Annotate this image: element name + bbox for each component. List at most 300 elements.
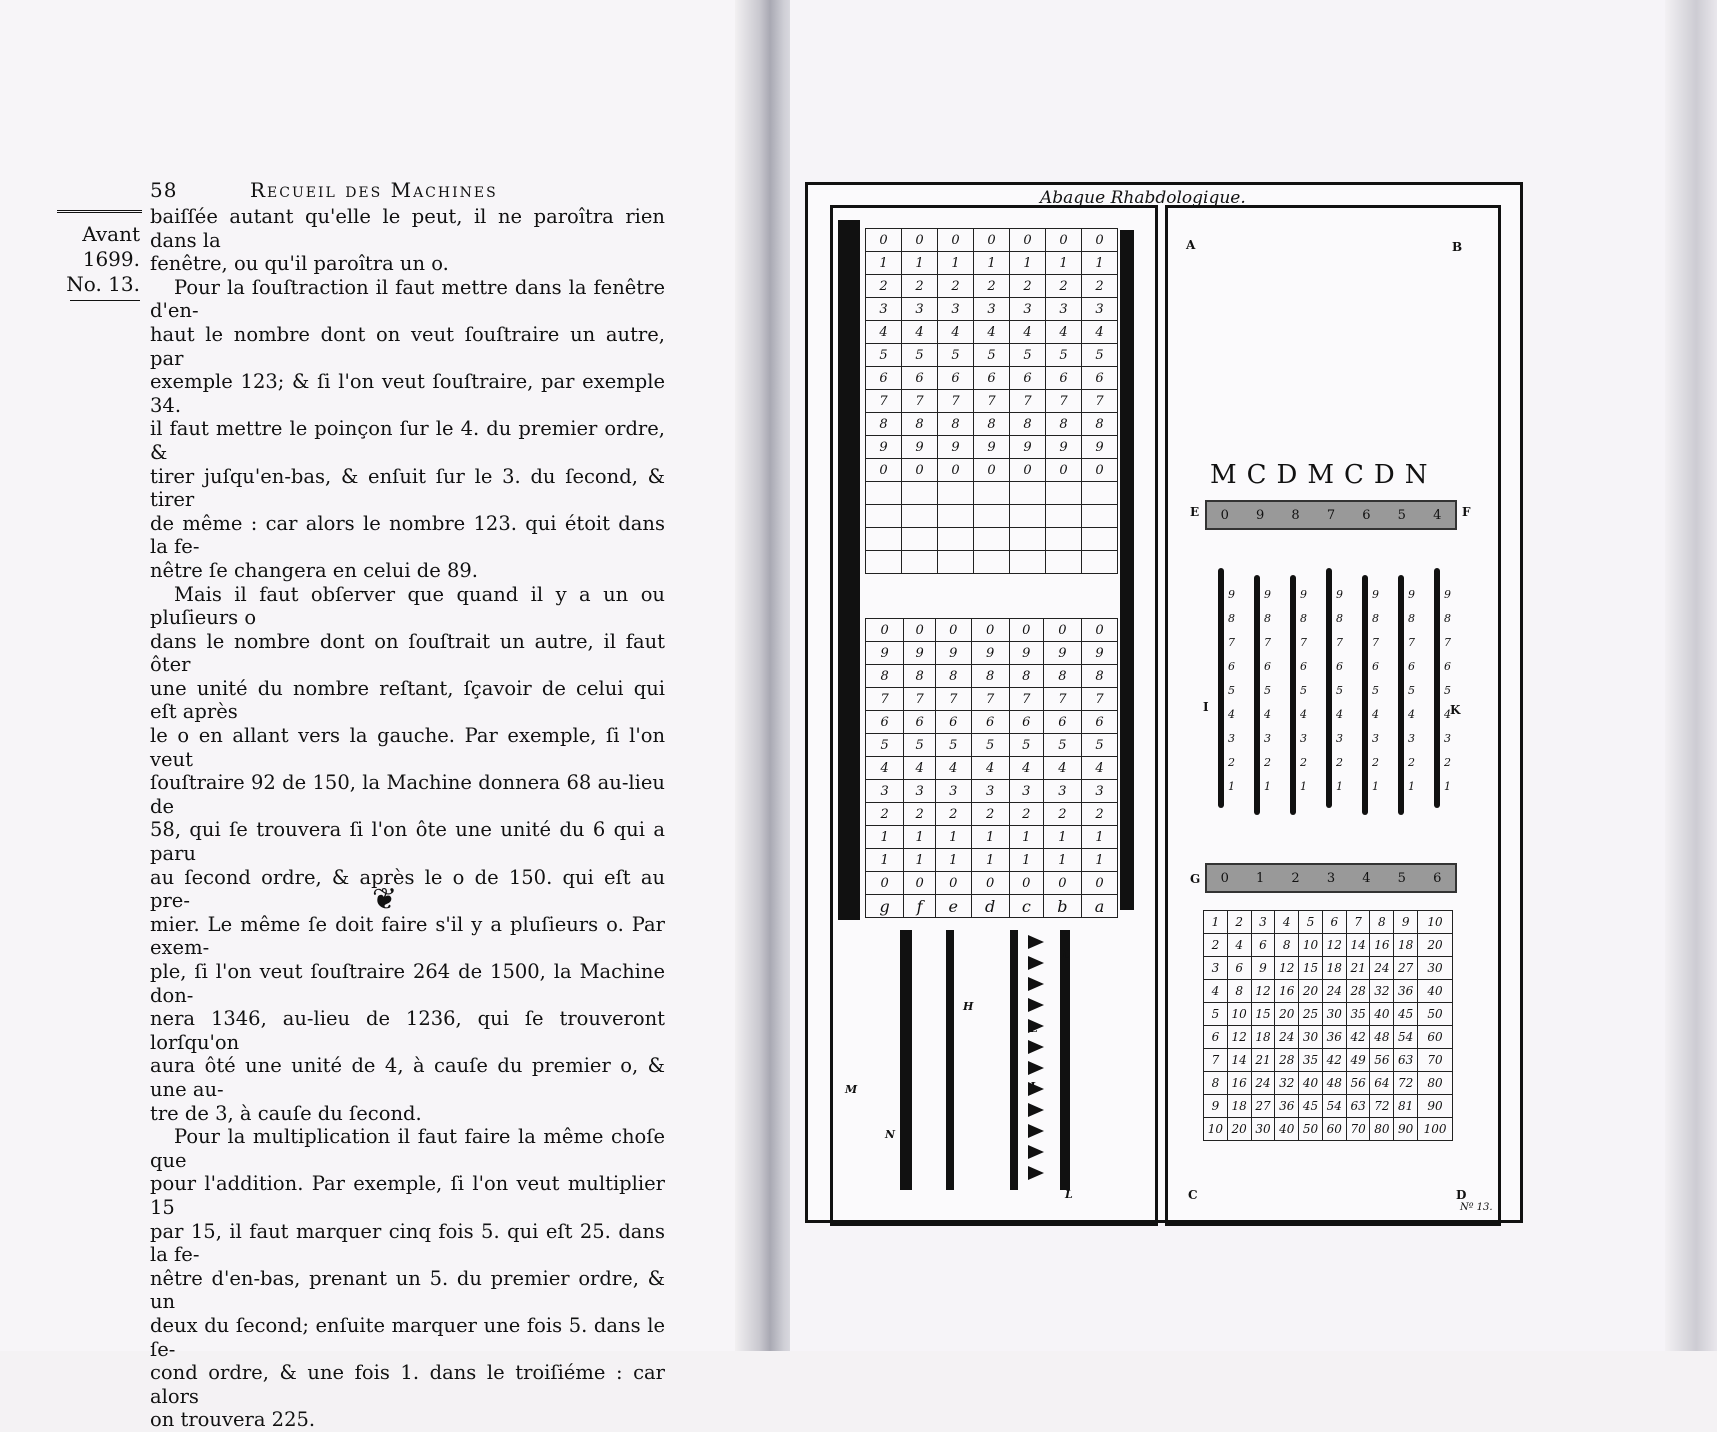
grid-cell: 4 xyxy=(1009,757,1043,780)
rod-digit: 7 xyxy=(1372,636,1379,649)
rod-digit: 5 xyxy=(1372,684,1379,697)
grid-cell: 6 xyxy=(971,711,1009,734)
rod-digit: 1 xyxy=(1336,780,1343,793)
text-line: il faut mettre le poinçon ſur le 4. du premier ordre, & xyxy=(150,417,665,464)
column-letter: b xyxy=(1043,895,1081,918)
grid-cell: 5 xyxy=(866,734,904,757)
mult-cell: 50 xyxy=(1299,1118,1323,1141)
grid-cell: 7 xyxy=(866,688,904,711)
grid-cell: 8 xyxy=(1082,665,1118,688)
grid-cell: 3 xyxy=(1082,780,1118,803)
grid-cell: 3 xyxy=(1010,298,1046,321)
grid-cell: 5 xyxy=(866,344,902,367)
frame-bar-left xyxy=(838,220,860,920)
grid-cell: 1 xyxy=(1043,826,1081,849)
text-line: aura ôté une unité de 4, à cauſe du premier o, & une au- xyxy=(150,1054,665,1101)
mult-cell: 4 xyxy=(1275,911,1299,934)
mult-cell: 36 xyxy=(1394,980,1418,1003)
rod-digit: 8 xyxy=(1228,612,1235,625)
grid-row xyxy=(866,619,1118,642)
grid-cell: 0 xyxy=(935,619,971,642)
rod-digit: 3 xyxy=(1264,732,1271,745)
grid-row xyxy=(866,780,1118,803)
rod-digit: 9 xyxy=(1300,588,1307,601)
grid-row xyxy=(866,757,1118,780)
rod-digit: 8 xyxy=(1264,612,1271,625)
column-letter: d xyxy=(971,895,1009,918)
mult-cell: 15 xyxy=(1299,957,1323,980)
grid-cell: 2 xyxy=(902,275,938,298)
fleuron-ornament: ❦ xyxy=(372,882,398,917)
mult-cell: 10 xyxy=(1418,911,1453,934)
grid-cell xyxy=(938,551,974,574)
mult-cell: 5 xyxy=(1299,911,1323,934)
grid-cell: 8 xyxy=(1046,413,1082,436)
grid-cell: 6 xyxy=(974,367,1010,390)
rod-digit: 8 xyxy=(1408,612,1415,625)
margin-note-line: No. 13. xyxy=(66,272,140,296)
grid-row xyxy=(866,321,1118,344)
corner-label: K xyxy=(1450,703,1461,717)
mult-cell: 20 xyxy=(1227,1118,1251,1141)
rod-digit: 4 xyxy=(1300,708,1307,721)
grid-cell: 6 xyxy=(1046,367,1082,390)
grid-cell xyxy=(974,505,1010,528)
grid-cell: 1 xyxy=(902,252,938,275)
grid-cell: 8 xyxy=(935,665,971,688)
bar-digit: 2 xyxy=(1291,870,1300,886)
rod-digit: 5 xyxy=(1228,684,1235,697)
text-line: ſouſtraire 92 de 150, la Machine donnera 68 au-lieu de xyxy=(150,771,665,818)
rod-digit: 9 xyxy=(1336,588,1343,601)
grid-cell: 9 xyxy=(1043,642,1081,665)
mult-cell: 20 xyxy=(1418,934,1453,957)
grid-cell: 5 xyxy=(1009,734,1043,757)
grid-cell xyxy=(938,528,974,551)
mult-cell: 18 xyxy=(1251,1026,1275,1049)
rod-digit: 5 xyxy=(1300,684,1307,697)
mult-cell: 16 xyxy=(1227,1072,1251,1095)
mult-cell: 20 xyxy=(1299,980,1323,1003)
grid-cell: 6 xyxy=(1010,367,1046,390)
grid-cell: 4 xyxy=(866,321,902,344)
grid-row xyxy=(866,826,1118,849)
grid-cell: 2 xyxy=(1082,803,1118,826)
grid-row xyxy=(866,229,1118,252)
grid-cell: 0 xyxy=(1043,619,1081,642)
rod-digit: 6 xyxy=(1372,660,1379,673)
text-line: haut le nombre dont on veut ſouſtraire un autre, par xyxy=(150,322,665,370)
mult-cell: 25 xyxy=(1299,1003,1323,1026)
grid-cell: 0 xyxy=(1046,459,1082,482)
grid-cell xyxy=(902,551,938,574)
side-label: M xyxy=(845,1083,858,1096)
grid-cell: 0 xyxy=(902,229,938,252)
grid-cell: 6 xyxy=(904,711,936,734)
mult-cell: 16 xyxy=(1275,980,1299,1003)
grid-cell: 1 xyxy=(1046,252,1082,275)
grid-cell: 9 xyxy=(974,436,1010,459)
mult-cell: 72 xyxy=(1370,1095,1394,1118)
mult-row xyxy=(1204,911,1453,934)
grid-cell: 1 xyxy=(904,826,936,849)
mult-cell: 7 xyxy=(1204,1049,1228,1072)
text-line: pour l'addition. Par exemple, ſi l'on veut multiplier 15 xyxy=(150,1172,665,1219)
text-line: nêtre ſe changera en celui de 89. xyxy=(150,558,479,582)
text-line: le o en allant vers la gauche. Par exemple, ſi l'on veut xyxy=(150,724,665,771)
grid-cell: 2 xyxy=(1082,275,1118,298)
mult-row xyxy=(1204,934,1453,957)
grid-cell: 5 xyxy=(1010,344,1046,367)
rod-digit: 8 xyxy=(1444,612,1451,625)
mult-cell: 30 xyxy=(1322,1003,1346,1026)
grid-cell: 0 xyxy=(1043,872,1081,895)
margin-note-line: Avant xyxy=(82,222,140,246)
mult-cell: 7 xyxy=(1346,911,1370,934)
mult-cell: 14 xyxy=(1227,1049,1251,1072)
rod-digit: 6 xyxy=(1336,660,1343,673)
corner-label: E xyxy=(1190,505,1200,519)
multiplication-table xyxy=(1203,910,1453,1141)
grid-cell: 7 xyxy=(935,688,971,711)
rod-digit: 1 xyxy=(1300,780,1307,793)
rod-digit: 7 xyxy=(1264,636,1271,649)
mult-cell: 8 xyxy=(1370,911,1394,934)
text-line: de même : car alors le nombre 123. qui étoit dans la fe- xyxy=(150,511,665,559)
mult-cell: 81 xyxy=(1394,1095,1418,1118)
grid-cell: 4 xyxy=(1010,321,1046,344)
rod-digit: 2 xyxy=(1408,756,1415,769)
grid-cell: 4 xyxy=(971,757,1009,780)
grid-cell: 1 xyxy=(1009,849,1043,872)
mult-cell: 42 xyxy=(1322,1049,1346,1072)
running-title: Recueil des Machines xyxy=(250,178,498,202)
mult-row xyxy=(1204,1095,1453,1118)
grid-cell: 3 xyxy=(866,780,904,803)
grid-cell: 9 xyxy=(1010,436,1046,459)
text-line: Pour la ſouſtraction il faut mettre dans la fenêtre d'en- xyxy=(150,275,665,323)
rod-digit: 2 xyxy=(1444,756,1451,769)
mult-cell: 8 xyxy=(1227,980,1251,1003)
grid-cell: 1 xyxy=(938,252,974,275)
rod-digit: 1 xyxy=(1372,780,1379,793)
grid-cell: 1 xyxy=(971,826,1009,849)
corner-label: D xyxy=(1456,1188,1467,1202)
grid-cell: 0 xyxy=(938,229,974,252)
grid-row xyxy=(866,298,1118,321)
column-letter: f xyxy=(904,895,936,918)
text-line: tre de 3, à cauſe du ſecond. xyxy=(150,1101,422,1125)
mult-cell: 56 xyxy=(1370,1049,1394,1072)
grid-cell: 2 xyxy=(971,803,1009,826)
grid-cell: 3 xyxy=(935,780,971,803)
grid-cell: 7 xyxy=(1046,390,1082,413)
bar-digit: 0 xyxy=(1220,870,1229,886)
rod-digit: 9 xyxy=(1444,588,1451,601)
grid-row xyxy=(866,665,1118,688)
corner-label: F xyxy=(1462,505,1471,519)
mult-cell: 24 xyxy=(1322,980,1346,1003)
rod-digit: 4 xyxy=(1264,708,1271,721)
mult-cell: 70 xyxy=(1418,1049,1453,1072)
result-window-bar xyxy=(1205,500,1457,530)
counting-rod xyxy=(1254,575,1260,815)
grid-cell: 2 xyxy=(974,275,1010,298)
rod-digit: 4 xyxy=(1444,708,1451,721)
side-label: L xyxy=(1062,948,1070,961)
mult-cell: 5 xyxy=(1204,1003,1228,1026)
mult-cell: 1 xyxy=(1204,911,1228,934)
rod-digit: 4 xyxy=(1372,708,1379,721)
rod-digit: 2 xyxy=(1228,756,1235,769)
rod-digit: 6 xyxy=(1444,660,1451,673)
grid-cell: 9 xyxy=(1082,642,1118,665)
grid-row-blank xyxy=(866,551,1118,574)
mult-row xyxy=(1204,980,1453,1003)
mult-cell: 15 xyxy=(1251,1003,1275,1026)
mult-cell: 14 xyxy=(1346,934,1370,957)
grid-cell: 0 xyxy=(1010,229,1046,252)
rod-digit: 2 xyxy=(1264,756,1271,769)
ratchet-strip xyxy=(946,930,954,1190)
grid-row-blank xyxy=(866,505,1118,528)
mult-cell: 12 xyxy=(1275,957,1299,980)
grid-cell xyxy=(1010,551,1046,574)
text-line: Pour la multiplication il faut faire la même choſe que xyxy=(150,1125,665,1172)
mult-cell: 60 xyxy=(1322,1118,1346,1141)
grid-row xyxy=(866,849,1118,872)
rod-digit: 8 xyxy=(1300,612,1307,625)
corner-label: C xyxy=(1188,1188,1198,1202)
mult-cell: 56 xyxy=(1346,1072,1370,1095)
grid-cell: 0 xyxy=(938,459,974,482)
text-line: par 15, il faut marquer cinq fois 5. qui eſt 25. dans la fe- xyxy=(150,1219,665,1267)
grid-cell: 2 xyxy=(935,803,971,826)
text-line: nera 1346, au-lieu de 1236, qui ſe trouveront lorſqu'on xyxy=(150,1007,665,1054)
grid-cell: 2 xyxy=(866,275,902,298)
rod-digit: 2 xyxy=(1300,756,1307,769)
side-label: H xyxy=(963,1000,974,1013)
text-line: 58, qui ſe trouvera ſi l'on ôte une unité du 6 qui a paru xyxy=(150,818,665,866)
grid-cell: 9 xyxy=(971,642,1009,665)
grid-cell: 5 xyxy=(1046,344,1082,367)
rod-digit: 3 xyxy=(1444,732,1451,745)
grid-cell xyxy=(1046,505,1082,528)
grid-cell: 3 xyxy=(904,780,936,803)
mult-cell: 21 xyxy=(1251,1049,1275,1072)
grid-cell: 5 xyxy=(904,734,936,757)
lower-digit-grid xyxy=(865,618,1118,918)
grid-cell: 4 xyxy=(902,321,938,344)
grid-cell: 6 xyxy=(1082,367,1118,390)
rod-digit: 9 xyxy=(1228,588,1235,601)
upper-digit-grid xyxy=(865,228,1118,574)
grid-cell xyxy=(1082,505,1118,528)
column-letter: a xyxy=(1082,895,1118,918)
grid-row xyxy=(866,872,1118,895)
rod-digit: 6 xyxy=(1264,660,1271,673)
grid-cell: 0 xyxy=(935,872,971,895)
grid-cell: 2 xyxy=(904,803,936,826)
grid-cell: 6 xyxy=(866,711,904,734)
grid-cell: 4 xyxy=(1046,321,1082,344)
grid-row xyxy=(866,688,1118,711)
mult-cell: 49 xyxy=(1346,1049,1370,1072)
grid-cell: 9 xyxy=(866,642,904,665)
text-line: ple, ſi l'on veut ſouſtraire 264 de 1500, la Machine don- xyxy=(150,960,665,1007)
mult-cell: 12 xyxy=(1322,934,1346,957)
mult-cell: 30 xyxy=(1251,1118,1275,1141)
grid-cell xyxy=(938,505,974,528)
grid-cell: 5 xyxy=(935,734,971,757)
grid-cell: 3 xyxy=(1009,780,1043,803)
rod-digit: 2 xyxy=(1372,756,1379,769)
mult-cell: 24 xyxy=(1370,957,1394,980)
mult-cell: 28 xyxy=(1275,1049,1299,1072)
grid-cell: 2 xyxy=(1043,803,1081,826)
text-line: exemple 123; & ſi l'on veut ſouſtraire, par exemple 34. xyxy=(150,370,665,417)
mult-cell: 18 xyxy=(1227,1095,1251,1118)
rod-digit: 3 xyxy=(1228,732,1235,745)
grid-cell xyxy=(974,528,1010,551)
mult-cell: 10 xyxy=(1299,934,1323,957)
ratchet-strip xyxy=(1060,930,1070,1190)
mult-cell: 12 xyxy=(1251,980,1275,1003)
rod-digit: 5 xyxy=(1336,684,1343,697)
text-line: tirer juſqu'en-bas, & enſuit ſur le 3. du ſecond, & tirer xyxy=(150,464,665,512)
rod-digit: 1 xyxy=(1264,780,1271,793)
mult-cell: 9 xyxy=(1394,911,1418,934)
grid-cell: 5 xyxy=(1082,344,1118,367)
mult-cell: 30 xyxy=(1299,1026,1323,1049)
mult-cell: 72 xyxy=(1394,1072,1418,1095)
mult-cell: 6 xyxy=(1227,957,1251,980)
grid-cell: 0 xyxy=(974,229,1010,252)
rod-digit: 8 xyxy=(1336,612,1343,625)
grid-cell: 4 xyxy=(935,757,971,780)
grid-cell: 2 xyxy=(866,803,904,826)
bar-digit: 1 xyxy=(1255,870,1265,886)
grid-row xyxy=(866,275,1118,298)
mult-cell: 4 xyxy=(1227,934,1251,957)
mult-cell: 54 xyxy=(1394,1026,1418,1049)
grid-cell: 5 xyxy=(971,734,1009,757)
grid-cell xyxy=(866,528,902,551)
page-number: 58 xyxy=(150,178,178,202)
grid-cell: 0 xyxy=(904,872,936,895)
column-letter: c xyxy=(1009,895,1043,918)
grid-cell: 5 xyxy=(938,344,974,367)
body-text xyxy=(150,205,665,1432)
rod-digit: 9 xyxy=(1372,588,1379,601)
grid-cell: 5 xyxy=(1043,734,1081,757)
grid-cell: 1 xyxy=(866,849,904,872)
grid-cell: 1 xyxy=(1082,849,1118,872)
mult-cell: 70 xyxy=(1346,1118,1370,1141)
mult-cell: 90 xyxy=(1394,1118,1418,1141)
corner-label: B xyxy=(1452,240,1463,254)
grid-cell: 7 xyxy=(1043,688,1081,711)
bar-digit: 3 xyxy=(1326,870,1336,886)
mult-cell: 21 xyxy=(1346,957,1370,980)
rod-digit: 6 xyxy=(1228,660,1235,673)
rod-digit: 9 xyxy=(1408,588,1415,601)
rod-digit: 5 xyxy=(1444,684,1451,697)
ratchet-strip xyxy=(900,930,912,1190)
mult-cell: 8 xyxy=(1204,1072,1228,1095)
grid-cell: 0 xyxy=(866,459,902,482)
mult-cell: 48 xyxy=(1370,1026,1394,1049)
grid-row-blank xyxy=(866,528,1118,551)
mult-cell: 27 xyxy=(1394,957,1418,980)
grid-cell xyxy=(902,505,938,528)
grid-row xyxy=(866,436,1118,459)
bar-digit: 4 xyxy=(1362,870,1371,886)
mult-cell: 40 xyxy=(1418,980,1453,1003)
grid-cell xyxy=(866,482,902,505)
grid-row xyxy=(866,252,1118,275)
grid-cell: 9 xyxy=(904,642,936,665)
mult-cell: 64 xyxy=(1370,1072,1394,1095)
grid-cell: 4 xyxy=(866,757,904,780)
mult-cell: 54 xyxy=(1322,1095,1346,1118)
text-line: au ſecond ordre, & après le o de 150. qui eſt au pre- xyxy=(150,865,665,913)
grid-cell xyxy=(1082,551,1118,574)
grid-cell: 9 xyxy=(1046,436,1082,459)
column-letter: g xyxy=(866,895,904,918)
grid-cell: 0 xyxy=(1082,459,1118,482)
grid-cell: 3 xyxy=(866,298,902,321)
grid-cell: 7 xyxy=(904,688,936,711)
grid-cell: 5 xyxy=(974,344,1010,367)
grid-row xyxy=(866,734,1118,757)
bar-digit: 6 xyxy=(1433,870,1442,886)
grid-cell xyxy=(938,482,974,505)
grid-cell: 3 xyxy=(971,780,1009,803)
grid-cell: 1 xyxy=(1009,826,1043,849)
counting-rod xyxy=(1362,575,1368,815)
grid-cell: 8 xyxy=(1009,665,1043,688)
grid-row xyxy=(866,642,1118,665)
grid-cell xyxy=(974,551,1010,574)
text-line: on trouvera 225. xyxy=(150,1408,316,1432)
grid-cell: 7 xyxy=(938,390,974,413)
grid-cell: 0 xyxy=(904,619,936,642)
margin-note-line: 1699. xyxy=(82,247,140,271)
grid-cell: 0 xyxy=(1046,229,1082,252)
rod-digit: 6 xyxy=(1300,660,1307,673)
plate-title: Abaque Rhabdologique. xyxy=(1040,188,1246,208)
grid-cell: 1 xyxy=(971,849,1009,872)
mult-cell: 32 xyxy=(1275,1072,1299,1095)
grid-cell: 0 xyxy=(902,459,938,482)
grid-cell: 6 xyxy=(1043,711,1081,734)
grid-cell: 9 xyxy=(1009,642,1043,665)
grid-cell xyxy=(1046,482,1082,505)
side-label: L xyxy=(1030,1022,1038,1035)
grid-cell: 6 xyxy=(1009,711,1043,734)
corner-label: G xyxy=(1190,872,1201,886)
rod-digit: 7 xyxy=(1228,636,1235,649)
grid-cell: 1 xyxy=(935,849,971,872)
side-label: L xyxy=(1065,1188,1073,1201)
grid-cell: 0 xyxy=(1009,619,1043,642)
mult-cell: 4 xyxy=(1204,980,1228,1003)
grid-cell: 9 xyxy=(935,642,971,665)
mult-cell: 3 xyxy=(1251,911,1275,934)
rod-digit: 4 xyxy=(1228,708,1235,721)
text-line: nêtre d'en-bas, prenant un 5. du premier ordre, & un xyxy=(150,1266,665,1314)
